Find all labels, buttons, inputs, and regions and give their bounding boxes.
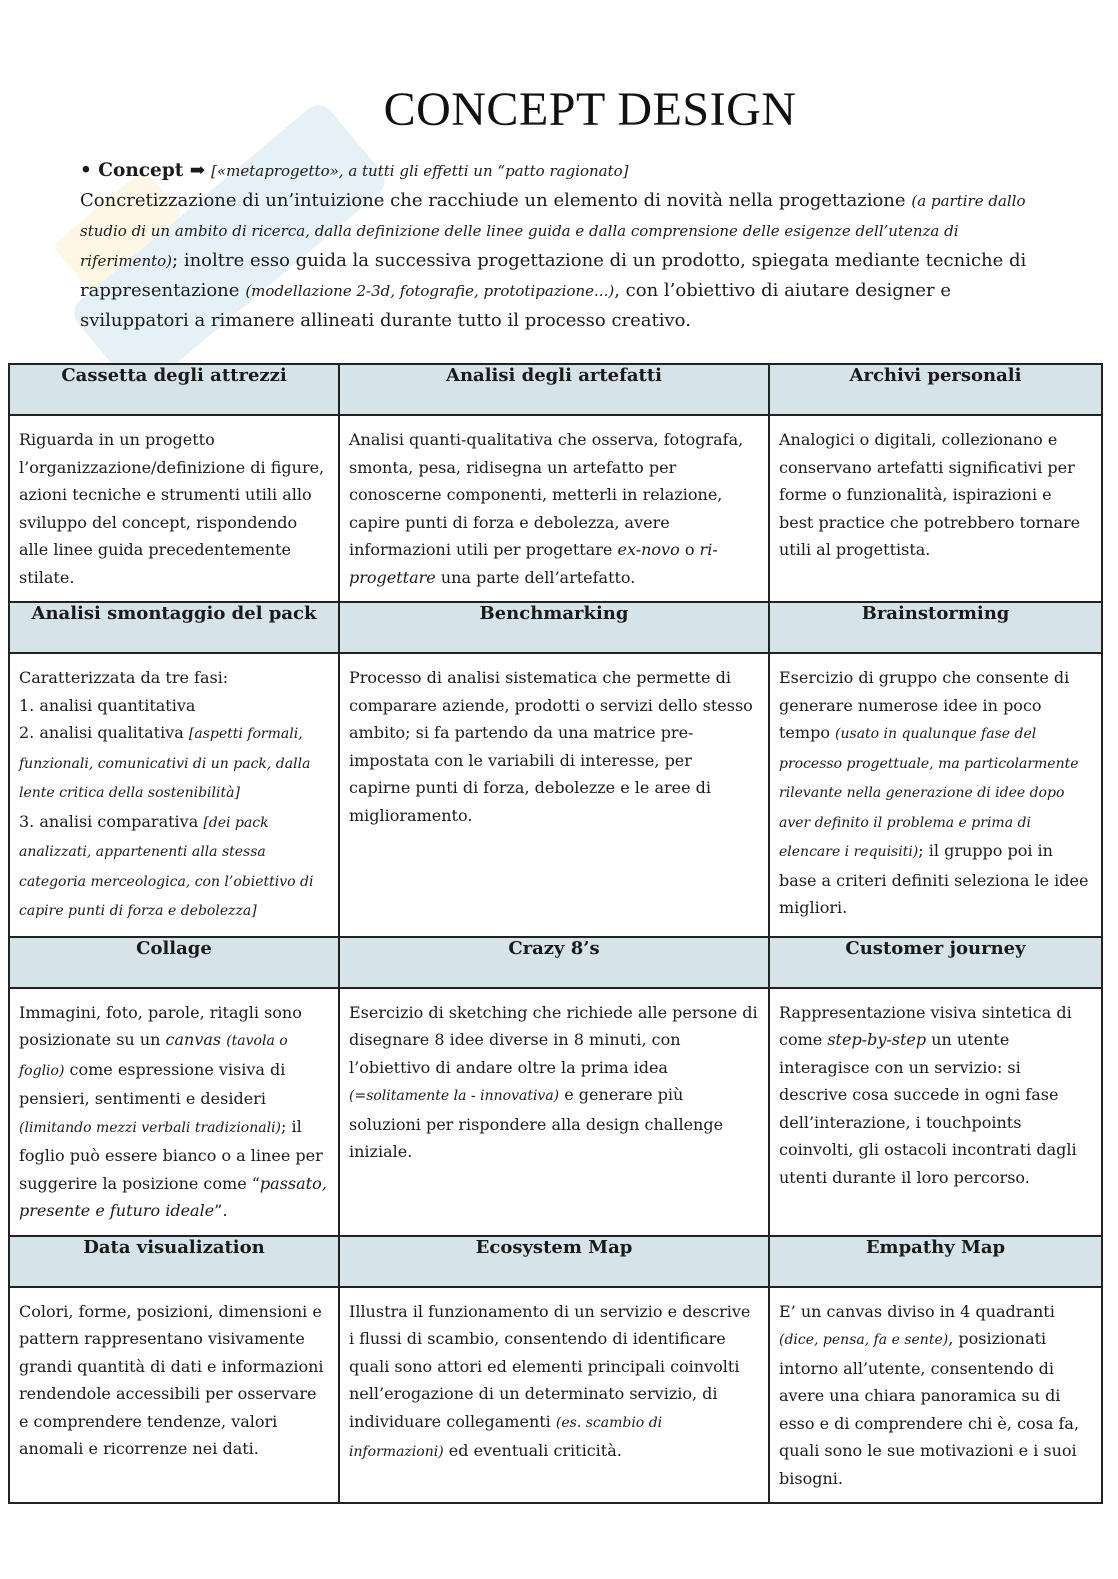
table-header-row <box>9 937 1102 988</box>
header-cassetta-attrezzi: Cassetta degli attrezzi <box>9 364 339 415</box>
header-analisi-artefatti: Analisi degli artefatti <box>339 364 769 415</box>
cell-data-visualization <box>9 1287 339 1504</box>
cell-note: (limitando mezzi verbali tradizionali) <box>19 1119 282 1136</box>
cell-text: come espressione visiva di pensieri, sentimenti e desideri <box>19 1059 286 1108</box>
cell-text: Processo di analisi sistematica che permette di comparare aziende, prodotti o servizi dello stesso ambito; si fa partendo da una matrice pre-impostata con le variabili di interesse, per capirne punti di forza, debolezze e le aree di miglioramento. <box>349 668 753 825</box>
table-row <box>9 415 1102 602</box>
cell-crazy-8s <box>339 988 769 1236</box>
cell-text: Riguarda in un progetto l’organizzazione/definizione di figure, azioni tecniche e strumenti utili allo sviluppo del concept, rispondendo alle linee guida precedentemente stilate. <box>19 430 325 587</box>
header-customer-journey: Customer journey <box>769 937 1102 988</box>
header-brainstorming: Brainstorming <box>769 602 1102 653</box>
table-header-row <box>9 1236 1102 1287</box>
cell-text: ed eventuali criticità. <box>448 1441 622 1460</box>
cell-customer-journey <box>769 988 1102 1236</box>
table-header-row <box>9 602 1102 653</box>
cell-text: e generare più soluzioni per rispondere alla design challenge iniziale. <box>349 1085 724 1161</box>
concept-bullet-note: [«metaprogetto», a tutti gli effetti un “patto ragionato] <box>211 162 629 180</box>
phase-3-note: [dei pack analizzati, appartenenti alla stessa categoria merceologica, con l’obiettivo di capire punti di forza e debolezza] <box>19 814 314 919</box>
header-archivi-personali: Archivi personali <box>769 364 1102 415</box>
table-row <box>9 988 1102 1236</box>
cell-text: un utente interagisce con un servizio: si descrive cosa succede in ogni fase dell’interazione, i touchpoints coinvolti, gli ostacoli incontrati dagli utenti durante il loro percorso. <box>779 1030 1077 1187</box>
cell-text: Colori, forme, posizioni, dimensioni e pattern rappresentano visivamente grandi quantità di dati e informazioni rendendole accessibili per osservare e comprendere tendenze, valori anomali e ricorrenze nei dati. <box>19 1301 324 1458</box>
concept-tools-table <box>8 363 1103 1504</box>
cell-note: (dice, pensa, fa e sente) <box>779 1332 949 1348</box>
cell-italic: passato, presente e futuro ideale <box>19 1173 327 1220</box>
cell-text: una parte dell’artefatto. <box>440 567 636 587</box>
table-header-row <box>9 364 1102 415</box>
concept-text-3: , con l’obiettivo di aiutare designer e sviluppatori a rimanere allineati durante tutto il processo creativo. <box>80 280 952 331</box>
cell-italic: ex-novo <box>617 540 680 559</box>
concept-intro <box>80 156 1040 336</box>
cell-text: ; il gruppo poi in base a criteri definiti seleziona le idee migliori. <box>779 841 1089 917</box>
header-crazy-8s: Crazy 8’s <box>339 937 769 988</box>
cell-note: (=solitamente la - innovativa) <box>349 1088 560 1104</box>
concept-bullet-label: • Concept ➡ <box>80 160 206 181</box>
cell-analisi-artefatti <box>339 415 769 602</box>
header-collage: Collage <box>9 937 339 988</box>
cell-collage <box>9 988 339 1236</box>
cell-text: E’ un canvas diviso in 4 quadranti <box>779 1301 1055 1321</box>
cell-text: Esercizio di gruppo che consente di generare numerose idee in poco tempo <box>779 668 1070 742</box>
cell-text: Illustra il funzionamento di un servizio e descrive i flussi di scambio, consentendo di identificare quali sono attori ed elementi principali coinvolti nell’erogazione di un determinato servizio, di individuare collegamenti <box>349 1301 751 1431</box>
cell-text: Esercizio di sketching che richiede alle persone di disegnare 8 idee diverse in 8 minuti, con l’obiettivo di andare oltre la prima idea <box>349 1002 758 1077</box>
phase-1: 1. analisi quantitativa <box>19 695 196 715</box>
cell-italic: step-by-step <box>827 1030 927 1049</box>
concept-text-1: Concretizzazione di un’intuizione che racchiude un elemento di novità nella progettazione <box>80 190 906 211</box>
cell-ecosystem-map <box>339 1287 769 1504</box>
cell-text: ; il foglio può essere bianco o a linee per suggerire la posizione come “ <box>19 1116 323 1193</box>
cell-italic: ri-progettare <box>349 540 718 587</box>
header-data-visualization: Data visualization <box>9 1236 339 1287</box>
cell-text: Analisi quanti-qualitativa che osserva, fotografa, smonta, pesa, ridisegna un artefatto per conoscerne componenti, metterli in relazione, capire punti di forza e debolezza, avere informazioni utili per progettare <box>349 430 744 559</box>
cell-text: Rappresentazione visiva sintetica di come <box>779 1002 1072 1049</box>
cell-text: ”. <box>214 1201 228 1220</box>
header-benchmarking: Benchmarking <box>339 602 769 653</box>
cell-note: (tavola o foglio) <box>19 1033 288 1079</box>
phase-2-note: [aspetti formali, funzionali, comunicativi di un pack, dalla lente critica della sostenibilità] <box>19 726 311 801</box>
cell-benchmarking <box>339 653 769 937</box>
cell-note: (usato in qualunque fase del processo progettuale, ma particolarmente rilevante nella generazione di idee dopo aver definito il problema e prima di elencare i requisiti) <box>779 726 1079 860</box>
cell-analisi-smontaggio <box>9 653 339 937</box>
header-analisi-smontaggio: Analisi smontaggio del pack <box>9 602 339 653</box>
cell-text: Analogici o digitali, collezionano e conservano artefatti significativi per forme o funzionalità, ispirazioni e best practice che potrebbero tornare utili al progettista. <box>779 430 1081 559</box>
cell-text: , posizionati intorno all’utente, consentendo di avere una chiara panoramica su di esso e di comprendere chi è, cosa fa, quali sono le sue motivazioni e i suoi bisogni. <box>779 1329 1080 1488</box>
table-row <box>9 653 1102 937</box>
cell-empathy-map <box>769 1287 1102 1504</box>
cell-cassetta-attrezzi <box>9 415 339 602</box>
phase-intro: Caratterizzata da tre fasi: <box>19 668 229 687</box>
concept-text-2: ; inoltre esso guida la successiva progettazione di un prodotto, spiegata mediante tecniche di rappresentazione <box>80 250 1027 301</box>
phase-2: 2. analisi qualitativa <box>19 723 184 742</box>
concept-note-2: (modellazione 2-3d, fotografie, prototipazione...) <box>245 282 615 300</box>
header-empathy-map: Empathy Map <box>769 1236 1102 1287</box>
cell-brainstorming <box>769 653 1102 937</box>
phase-3: 3. analisi comparativa <box>19 811 199 831</box>
header-ecosystem-map: Ecosystem Map <box>339 1236 769 1287</box>
cell-italic: canvas <box>165 1030 222 1049</box>
table-row <box>9 1287 1102 1504</box>
cell-text: Immagini, foto, parole, ritagli sono posizionate su un <box>19 1002 302 1049</box>
cell-archivi-personali <box>769 415 1102 602</box>
cell-text: o <box>684 540 695 559</box>
cell-note: (es. scambio di informazioni) <box>349 1414 663 1460</box>
concept-note-1: (a partire dallo studio di un ambito di ricerca, dalla definizione delle linee guida e dalla comprensione delle esigenze dell’utenza di riferimento) <box>80 192 1026 270</box>
page-title: CONCEPT DESIGN <box>383 83 797 136</box>
